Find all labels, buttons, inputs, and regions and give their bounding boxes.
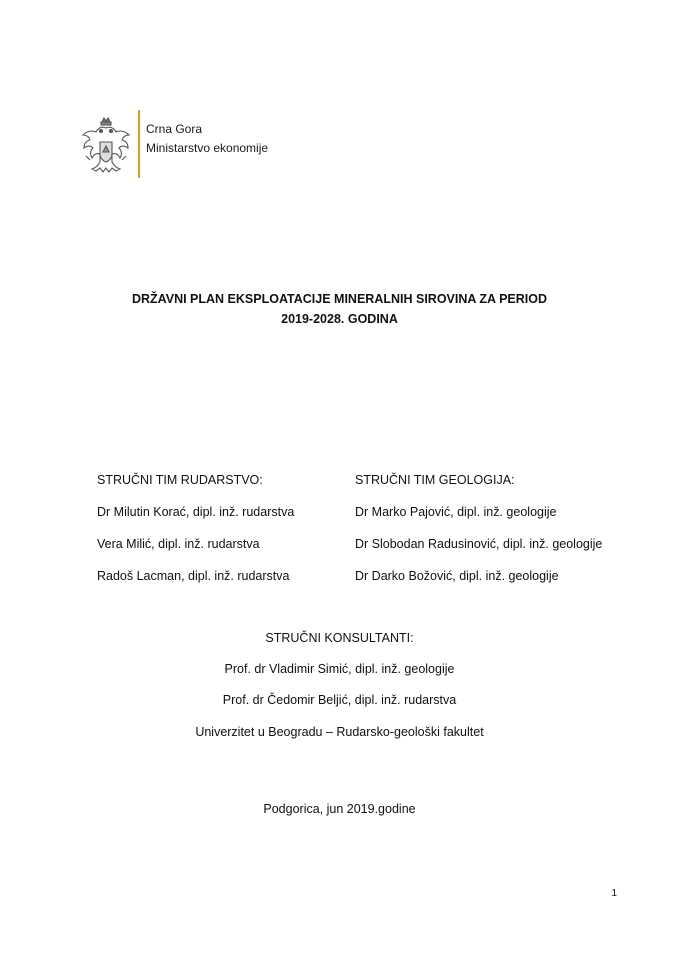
team-member: Dr Darko Božović, dipl. inž. geologije	[355, 569, 559, 583]
document-title	[0, 289, 679, 329]
consultant: Prof. dr Čedomir Beljić, dipl. inž. rudarstva	[222, 693, 457, 707]
team-member: Radoš Lacman, dipl. inž. rudarstva	[97, 569, 290, 583]
team-member: Vera Milić, dipl. inž. rudarstva	[97, 537, 260, 551]
page-number: 1	[611, 888, 617, 899]
consultant: Prof. dr Vladimir Simić, dipl. inž. geologije	[224, 662, 455, 676]
consultant-institution: Univerzitet u Beogradu – Rudarsko-geološki fakultet	[195, 725, 484, 739]
header-divider	[138, 110, 140, 178]
team-member: Dr Milutin Korać, dipl. inž. rudarstva	[97, 505, 295, 519]
geology-team-heading: STRUČNI TIM GEOLOGIJA:	[355, 473, 515, 487]
mining-team-heading: STRUČNI TIM RUDARSTVO:	[97, 473, 263, 487]
country-name: Crna Gora	[146, 122, 203, 136]
title-line-1: DRŽAVNI PLAN EKSPLOATACIJE MINERALNIH SIROVINA ZA PERIOD	[131, 292, 548, 306]
title-line-2: 2019-2028. GODINA	[281, 312, 398, 326]
geology-team	[355, 470, 602, 586]
coat-of-arms-icon	[80, 116, 132, 176]
mining-team	[97, 470, 294, 586]
consultants-heading: STRUČNI KONSULTANTI:	[265, 631, 414, 645]
organization-name	[146, 120, 268, 158]
consultants-section	[0, 628, 679, 742]
team-member: Dr Marko Pajović, dipl. inž. geologije	[355, 505, 557, 519]
team-member: Dr Slobodan Radusinović, dipl. inž. geologije	[355, 537, 603, 551]
ministry-name: Ministarstvo ekonomije	[146, 141, 269, 155]
place-and-date: Podgorica, jun 2019.godine	[263, 802, 416, 816]
